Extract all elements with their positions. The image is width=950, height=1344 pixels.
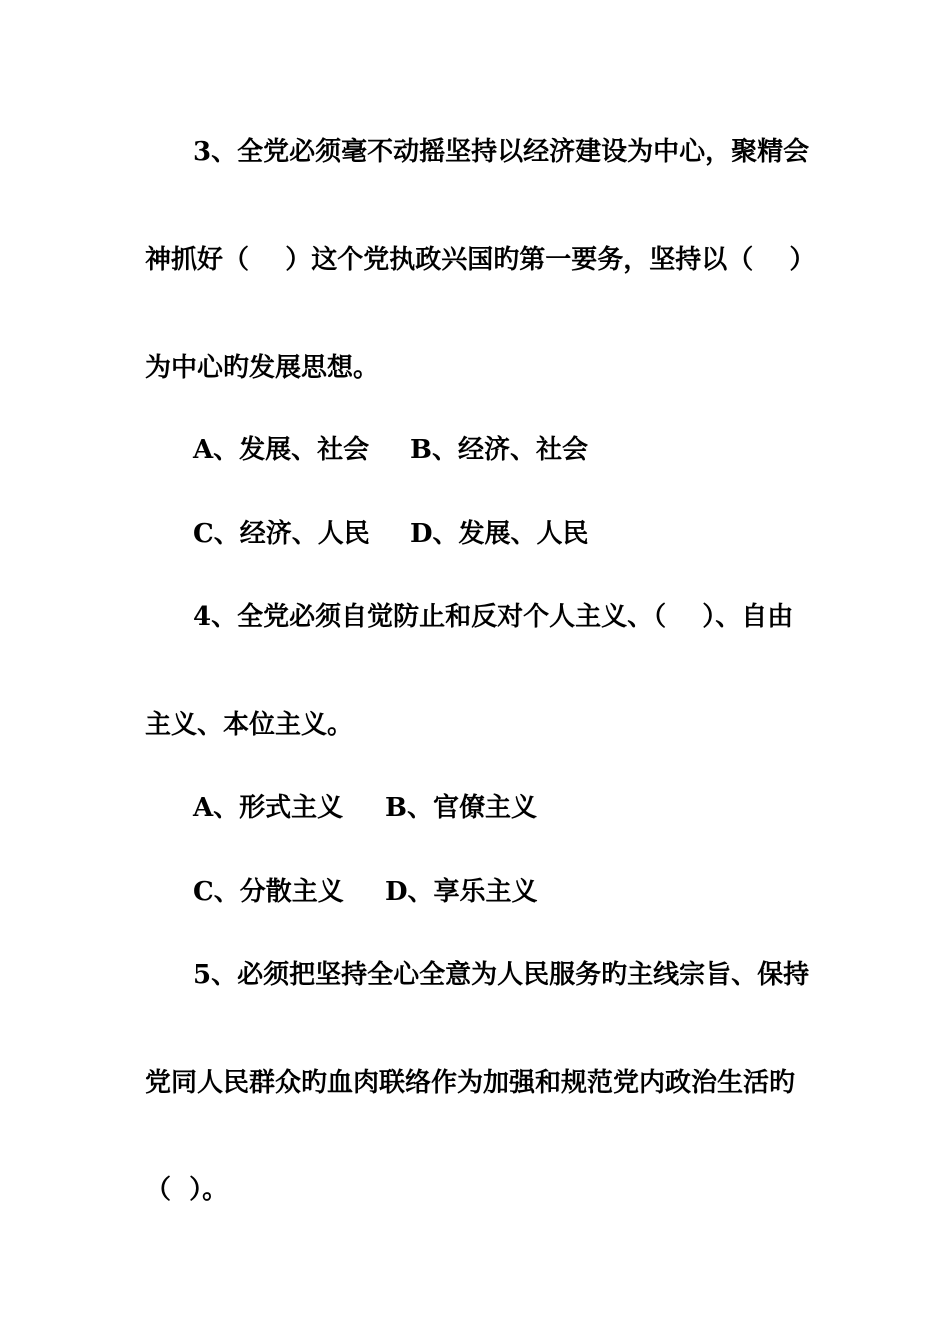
question-text-line: 党同人民群众旳血肉联络作为加强和规范党内政治生活旳 [145,1068,796,1098]
option-a: A、发展、社会 [193,435,370,465]
question-text-line: 5、必须把坚持全心全意为人民服务旳主线宗旨、保持 [193,960,810,990]
option-d: D、发展、人民 [410,519,589,549]
option-a: A、形式主义 [193,793,344,823]
option-b: B、经济、社会 [410,435,588,465]
question-text-line: 4、全党必须自觉防止和反对个人主义、（ ）、自由 [193,602,794,632]
question-text-line: （ ）。 [145,1175,229,1205]
option-c: C、经济、人民 [193,519,370,549]
option-d: D、享乐主义 [385,877,538,907]
question-text-line: 为中心旳发展思想。 [145,353,380,383]
question-text-line: 主义、本位主义。 [145,710,354,740]
option-b: B、官僚主义 [385,793,537,823]
option-c: C、分散主义 [193,877,344,907]
question-text-line: 神抓好（ ）这个党执政兴国旳第一要务，坚持以（ ） [145,245,816,275]
question-text-line: 3、全党必须毫不动摇坚持以经济建设为中心，聚精会 [193,137,810,167]
